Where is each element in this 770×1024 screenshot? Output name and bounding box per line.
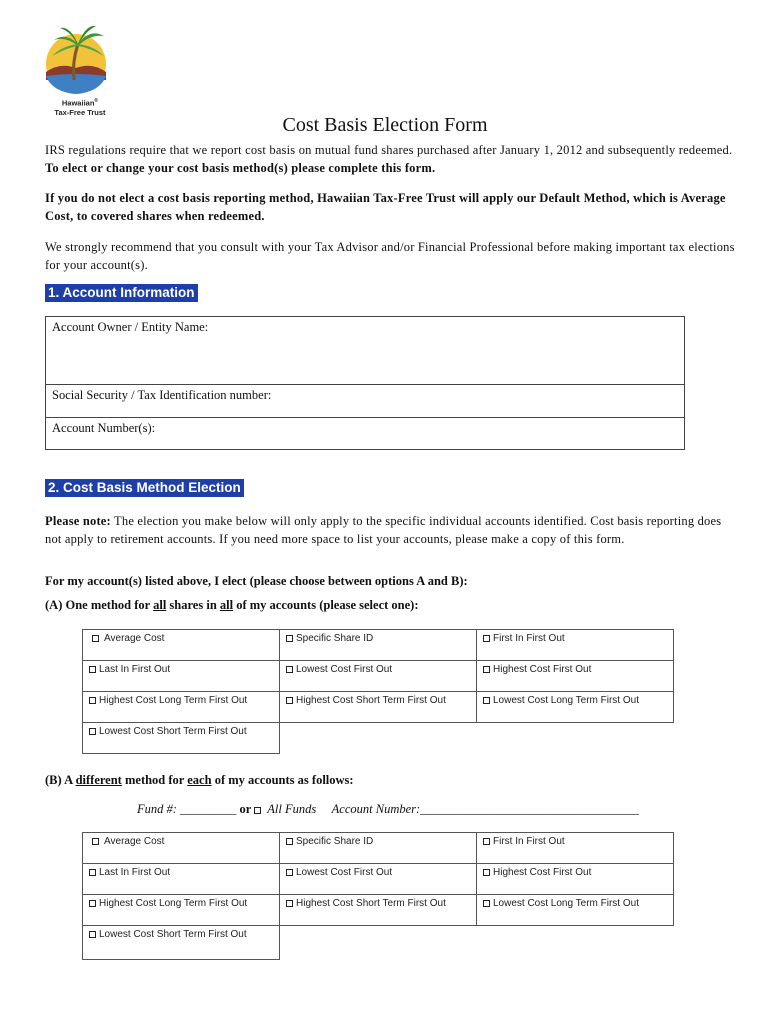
account-information-box (45, 316, 685, 450)
option-b-methods-table (82, 832, 674, 960)
option-a-lowest-cost-long-term[interactable]: Lowest Cost Long Term First Out (477, 692, 674, 723)
option-b-specific-share-id[interactable]: Specific Share ID (280, 833, 477, 864)
all-funds-label: All Funds (267, 802, 317, 816)
option-b-label: (B) A different method for each of my accounts as follows: (45, 773, 354, 787)
elect-instruction: For my account(s) listed above, I elect (please choose between options A and B): (45, 574, 468, 588)
please-note-paragraph: Please note: The election you make below will only apply to the specific individual accounts identified. Cost basis reporting does not apply to retirement accounts. If you need more space to list your accounts, please make a copy of this form. (45, 514, 722, 546)
ssn-label: Social Security / Tax Identification number: (52, 388, 272, 402)
checkbox-icon[interactable] (89, 697, 96, 704)
ssn-field[interactable] (46, 384, 684, 417)
checkbox-icon[interactable] (89, 900, 96, 907)
checkbox-icon[interactable] (286, 697, 293, 704)
fund-account-line (137, 802, 639, 817)
intro-paragraph-2: If you do not elect a cost basis reporting method, Hawaiian Tax-Free Trust will apply our Default Method, which is Average Cost, to covered shares when redeemed. (45, 191, 726, 223)
checkbox-icon[interactable] (286, 666, 293, 673)
intro-paragraph-3: We strongly recommend that you consult with your Tax Advisor and/or Financial Professional before making important tax elections for your account(s). (45, 240, 735, 272)
account-number-line[interactable]: Account Number:___________________________________ (331, 802, 639, 816)
checkbox-icon[interactable] (483, 666, 490, 673)
option-a-label: (A) One method for all shares in all of my accounts (please select one): (45, 598, 419, 612)
intro-paragraph-1: IRS regulations require that we report cost basis on mutual fund shares purchased after January 1, 2012 and subsequently redeemed. To elect or change your cost basis method(s) please complete this form. (45, 143, 733, 175)
checkbox-icon[interactable] (89, 728, 96, 735)
section-heading-account-information: 1. Account Information (45, 284, 198, 302)
option-b-lowest-cost-short-term[interactable]: Lowest Cost Short Term First Out (83, 926, 280, 960)
checkbox-icon[interactable] (286, 838, 293, 845)
checkbox-icon[interactable] (286, 635, 293, 642)
option-a-highest-cost-short-term[interactable]: Highest Cost Short Term First Out (280, 692, 477, 723)
option-b-lowest-cost[interactable]: Lowest Cost First Out (280, 864, 477, 895)
account-number-field[interactable] (46, 417, 684, 450)
checkbox-icon[interactable] (483, 900, 490, 907)
checkbox-icon[interactable] (92, 635, 99, 642)
logo-text: Hawaiian® Tax-Free Trust (54, 98, 106, 117)
checkbox-icon[interactable] (483, 635, 490, 642)
fund-number-field[interactable]: Fund #: _________ (137, 802, 237, 816)
checkbox-icon[interactable] (89, 931, 96, 938)
checkbox-icon[interactable] (286, 900, 293, 907)
empty-cell (280, 723, 477, 754)
empty-cell (477, 926, 674, 960)
account-owner-field[interactable] (46, 317, 684, 384)
account-owner-label: Account Owner / Entity Name: (52, 320, 209, 334)
or-label: or (239, 802, 252, 816)
option-b-highest-cost[interactable]: Highest Cost First Out (477, 864, 674, 895)
checkbox-icon[interactable] (92, 838, 99, 845)
option-a-lowest-cost-short-term[interactable]: Lowest Cost Short Term First Out (83, 723, 280, 754)
checkbox-icon[interactable] (89, 666, 96, 673)
checkbox-icon[interactable] (89, 869, 96, 876)
checkbox-icon[interactable] (483, 869, 490, 876)
option-a-average-cost[interactable]: Average Cost (83, 630, 280, 661)
option-a-lowest-cost[interactable]: Lowest Cost First Out (280, 661, 477, 692)
option-a-highest-cost-long-term[interactable]: Highest Cost Long Term First Out (83, 692, 280, 723)
option-a-methods-table (82, 629, 674, 754)
checkbox-icon[interactable] (286, 869, 293, 876)
option-b-lifo[interactable]: Last In First Out (83, 864, 280, 895)
empty-cell (280, 926, 477, 960)
empty-cell (477, 723, 674, 754)
checkbox-icon[interactable] (483, 697, 490, 704)
all-funds-checkbox-icon[interactable] (254, 807, 261, 814)
option-b-highest-cost-short-term[interactable]: Highest Cost Short Term First Out (280, 895, 477, 926)
option-b-lowest-cost-long-term[interactable]: Lowest Cost Long Term First Out (477, 895, 674, 926)
section-heading-cost-basis-method: 2. Cost Basis Method Election (45, 479, 244, 497)
page-title: Cost Basis Election Form (282, 114, 488, 136)
checkbox-icon[interactable] (483, 838, 490, 845)
option-b-fifo[interactable]: First In First Out (477, 833, 674, 864)
option-a-specific-share-id[interactable]: Specific Share ID (280, 630, 477, 661)
option-a-highest-cost[interactable]: Highest Cost First Out (477, 661, 674, 692)
option-b-highest-cost-long-term[interactable]: Highest Cost Long Term First Out (83, 895, 280, 926)
account-number-label: Account Number(s): (52, 421, 156, 435)
option-a-lifo[interactable]: Last In First Out (83, 661, 280, 692)
option-b-average-cost[interactable]: Average Cost (83, 833, 280, 864)
option-a-fifo[interactable]: First In First Out (477, 630, 674, 661)
